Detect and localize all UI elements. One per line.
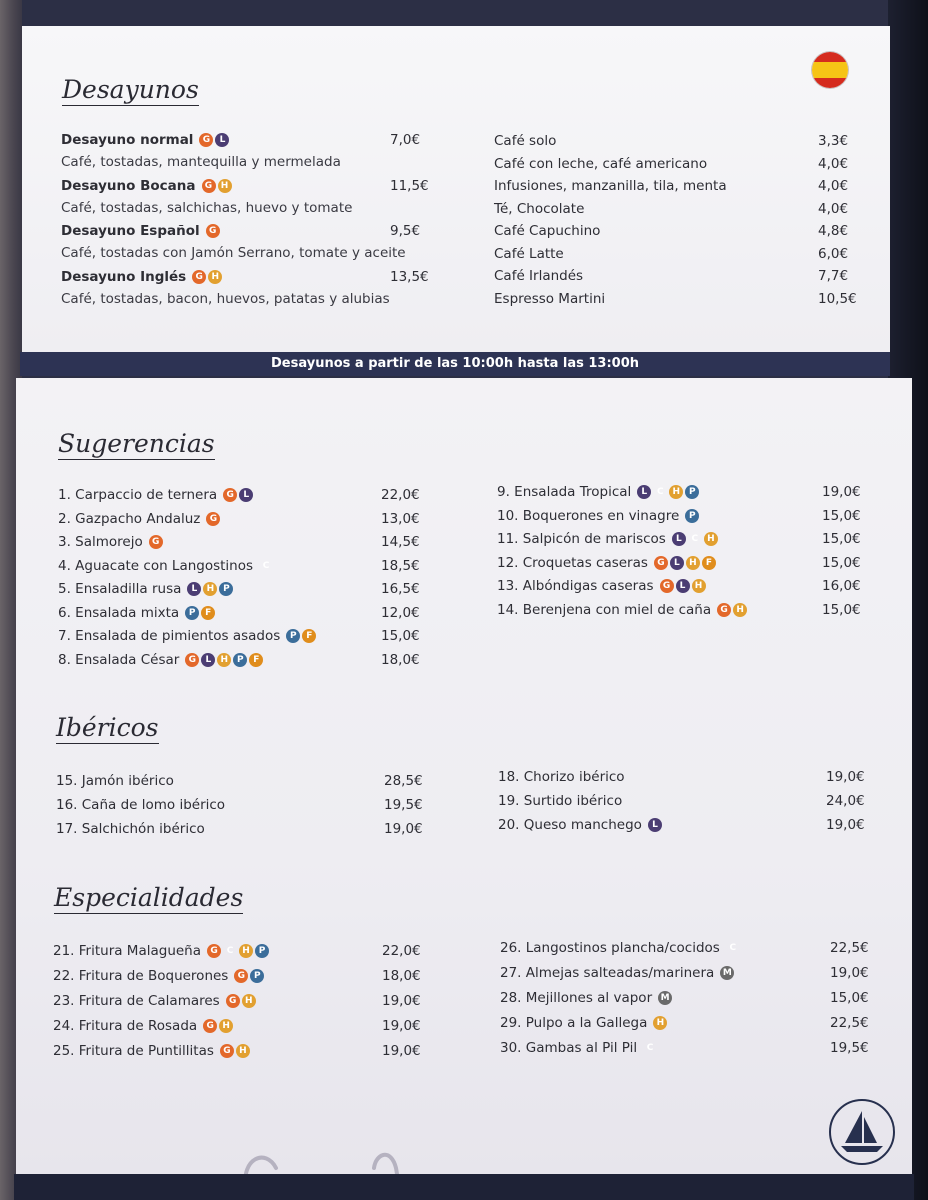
menu-item-name [58,579,235,599]
menu-item [56,819,434,839]
gluten-allergen-icon: G [199,133,213,147]
menu-item-name [53,1041,252,1061]
menu-item [494,131,868,151]
menu-item [500,938,880,958]
allergen-icons [720,963,736,983]
menu-item [494,289,868,309]
menu-item-label: 8. Ensalada César [58,651,180,668]
menu-item-name [497,600,749,620]
milk-allergen-icon: L [187,582,201,596]
egg-allergen-icon: H [239,944,253,958]
menu-item [61,176,440,196]
menu-item [494,244,868,264]
menu-item [58,485,431,505]
menu-item [58,579,431,599]
menu-item-price: 9,5€ [390,223,421,239]
allergen-icons [185,603,217,623]
menu-item-label: Desayuno Bocana [61,177,196,194]
egg-allergen-icon: H [704,532,718,546]
allergen-icons [223,485,255,505]
milk-allergen-icon: L [670,556,684,570]
egg-allergen-icon: H [236,1044,250,1058]
menu-item [58,603,431,623]
menu-item-label: Café Irlandés [494,268,584,284]
fish-allergen-icon: P [185,606,199,620]
menu-item-label: 20. Queso manchego [498,817,642,833]
gluten-allergen-icon: G [206,512,220,526]
menu-item-label: 4. Aguacate con Langostinos [58,557,254,574]
allergen-icons [206,509,222,529]
menu-item [494,154,868,174]
menu-item [58,626,431,646]
menu-item-price: 19,0€ [382,993,421,1009]
crustacean-allergen-icon: C [646,1043,654,1053]
menu-item-label: 11. Salpicón de mariscos [497,531,666,547]
menu-item-name [53,1016,235,1036]
menu-item-description: Café, tostadas, mantequilla y mermelada [61,154,341,170]
menu-item [498,767,876,787]
menu-item [61,267,440,287]
crustacean-allergen-icon: C [262,560,270,571]
menu-item-label: 9. Ensalada Tropical [497,484,632,500]
menu-item [58,532,431,552]
menu-item-name [500,1038,659,1058]
menu-item-name [58,626,318,646]
allergen-icons [202,176,234,196]
menu-item-name [58,556,275,576]
menu-item-name [494,221,600,241]
egg-allergen-icon: H [208,270,222,284]
menu-item-label: 5. Ensaladilla rusa [58,581,182,597]
menu-item-label: 24. Fritura de Rosada [53,1018,198,1034]
fish-allergen-icon: P [685,485,699,499]
section-title-especialidades: Especialidades [54,883,244,912]
menu-item-name [497,576,708,596]
allergen-icons [149,532,165,552]
menu-item-price: 4,0€ [818,178,849,194]
menu-item-price: 15,0€ [822,554,861,571]
menu-item-price: 19,0€ [826,769,865,785]
menu-item-price: 15,0€ [830,990,869,1006]
menu-item-name [56,795,225,815]
menu-item-price: 4,8€ [818,223,849,239]
egg-allergen-icon: H [242,994,256,1008]
mollusc-allergen-icon: M [720,966,734,980]
menu-item-price: 7,0€ [390,132,421,148]
menu-item-label: 16. Caña de lomo ibérico [56,797,226,813]
menu-item [494,221,868,241]
menu-item [497,553,872,573]
menu-item [500,1038,880,1058]
menu-item-price: 15,0€ [381,628,420,644]
egg-allergen-icon: H [653,1016,667,1030]
egg-allergen-icon: H [203,582,217,596]
menu-item-price: 18,5€ [381,557,420,574]
menu-item [53,991,432,1011]
menu-item-name [497,506,701,526]
milk-allergen-icon: L [648,818,662,832]
menu-item-name [56,819,205,839]
menu-item [58,509,431,529]
allergen-icons [185,650,265,670]
gluten-allergen-icon: G [226,994,240,1008]
menu-item-price: 22,5€ [830,940,869,956]
menu-item-price: 11,5€ [390,177,429,194]
menu-item-price: 19,5€ [830,1040,869,1056]
menu-item-price: 19,0€ [822,484,861,500]
menu-item-label: 18. Chorizo ibérico [498,769,625,785]
menu-item [61,221,440,241]
menu-item [497,482,872,502]
section-title-ibericos: Ibéricos [56,713,159,742]
menu-item-label: Café Latte [494,245,564,262]
crustacean-allergen-icon: C [656,487,664,497]
menu-item-name [497,482,701,502]
milk-allergen-icon: L [672,532,686,546]
menu-item-price: 22,5€ [830,1015,869,1031]
menu-item-label: 6. Ensalada mixta [58,604,180,621]
menu-item-name [500,1013,669,1033]
section-title-desayunos: Desayunos [62,75,199,104]
menu-item-price: 6,0€ [818,245,849,262]
milk-allergen-icon: L [215,133,229,147]
menu-item-price: 15,0€ [822,507,861,524]
milk-allergen-icon: L [239,488,253,502]
menu-item-label: 29. Pulpo a la Gallega [500,1015,648,1031]
nuts-allergen-icon: F [249,653,263,667]
allergen-icons [643,1038,659,1058]
menu-item-name [53,991,258,1011]
menu-item-label: Desayuno Inglés [61,268,187,285]
allergen-icons [206,221,222,241]
menu-item-name [494,154,707,174]
gluten-allergen-icon: G [203,1019,217,1033]
menu-item-name [58,603,217,623]
menu-item-name [500,938,742,958]
menu-item-price: 4,0€ [818,200,849,217]
allergen-icons [637,482,701,502]
menu-item-name [494,131,556,151]
section-title-sugerencias: Sugerencias [58,429,215,458]
menu-item-price: 13,5€ [390,268,429,285]
menu-item-name [58,650,265,670]
menu-item-price: 15,0€ [822,601,861,618]
allergen-icons [654,553,718,573]
menu-item-name [497,529,720,549]
menu-item-label: 27. Almejas salteadas/marinera [500,965,715,981]
menu-item [53,1041,432,1061]
menu-item [494,266,868,286]
menu-item-price: 7,7€ [818,268,849,284]
menu-item-price: 28,5€ [384,773,423,789]
gluten-allergen-icon: G [202,179,216,193]
menu-item-label: Desayuno normal [61,132,194,148]
gluten-allergen-icon: G [234,969,248,983]
menu-item-description: Café, tostadas, salchichas, huevo y tomate [61,199,353,216]
menu-item-name [61,130,231,150]
menu-item [500,1013,880,1033]
mollusc-allergen-icon: M [658,991,672,1005]
allergen-icons [220,1041,252,1061]
egg-allergen-icon: H [733,603,747,617]
menu-item-name [58,485,255,505]
menu-item-label: 21. Fritura Malagueña [53,943,202,959]
menu-item-label: Espresso Martini [494,290,606,307]
menu-item-label: Infusiones, manzanilla, tila, menta [494,178,727,194]
menu-item-label: 7. Ensalada de pimientos asados [58,628,281,644]
menu-item [500,988,880,1008]
menu-item-price: 12,0€ [381,604,420,621]
menu-item-name [53,966,266,986]
menu-item-label: 13. Albóndigas caseras [497,578,654,594]
menu-item [494,199,868,219]
egg-allergen-icon: H [217,653,231,667]
menu-item-price: 24,0€ [826,793,865,809]
allergen-icons [660,576,708,596]
menu-item-label: 26. Langostinos plancha/cocidos [500,940,720,956]
menu-item-name [498,791,622,811]
fish-allergen-icon: P [219,582,233,596]
nuts-allergen-icon: F [702,556,716,570]
menu-item-price: 16,0€ [822,578,861,594]
menu-item-name [494,266,583,286]
crustacean-allergen-icon: C [691,534,699,544]
egg-allergen-icon: H [219,1019,233,1033]
menu-item-price: 3,3€ [818,133,849,149]
menu-item [61,130,440,150]
fish-allergen-icon: P [250,969,264,983]
menu-item-label: 3. Salmorejo [58,534,143,550]
allergen-icons [259,556,275,576]
menu-item [498,791,876,811]
crustacean-allergen-icon: C [226,946,234,956]
menu-item [497,576,872,596]
menu-frame-bottom [14,1174,914,1200]
egg-allergen-icon: H [669,485,683,499]
gluten-allergen-icon: G [220,1044,234,1058]
menu-item-label: 22. Fritura de Boquerones [53,968,229,984]
menu-item-label: 15. Jamón ibérico [56,773,174,789]
crustacean-allergen-icon: C [729,943,737,953]
menu-item-label: Café solo [494,133,557,149]
menu-item-price: 18,0€ [382,968,421,984]
menu-item-name [497,553,718,573]
allergen-icons [717,600,749,620]
menu-item-label: Té, Chocolate [494,200,585,217]
menu-item [56,771,434,791]
menu-item-name [61,267,224,287]
menu-item-name [61,176,234,196]
gluten-allergen-icon: G [206,224,220,238]
menu-item-price: 19,5€ [384,797,423,813]
gluten-allergen-icon: G [149,535,163,549]
menu-item [498,815,876,835]
egg-allergen-icon: H [218,179,232,193]
menu-item-label: 23. Fritura de Calamares [53,993,220,1009]
menu-item [494,176,868,196]
fish-allergen-icon: P [255,944,269,958]
menu-item-name [494,244,564,264]
menu-item-price: 19,0€ [384,821,423,837]
menu-item [56,795,434,815]
menu-item-description: Café, tostadas con Jamón Serrano, tomate y aceite [61,245,406,261]
spain-flag-icon[interactable] [812,52,848,88]
menu-item-label: 17. Salchichón ibérico [56,821,205,837]
allergen-icons [726,938,742,958]
menu-item-price: 19,0€ [382,1018,421,1034]
menu-item [500,963,880,983]
nuts-allergen-icon: F [302,629,316,643]
menu-item [58,556,431,576]
allergen-icons [286,626,318,646]
gluten-allergen-icon: G [223,488,237,502]
menu-item-price: 22,0€ [381,487,420,503]
menu-item-name [58,532,165,552]
allergen-icons [192,267,224,287]
menu-item-label: 10. Boquerones en vinagre [497,507,680,524]
gluten-allergen-icon: G [660,579,674,593]
menu-item-price: 4,0€ [818,155,849,172]
milk-allergen-icon: L [676,579,690,593]
menu-item-name [494,289,605,309]
allergen-icons [672,529,720,549]
allergen-icons [199,130,231,150]
menu-item [497,600,872,620]
menu-item-label: 25. Fritura de Puntillitas [53,1043,214,1059]
breakfast-hours-banner: Desayunos a partir de las 10:00h hasta las 13:00h [20,352,890,376]
menu-item-label: 14. Berenjena con miel de caña [497,601,712,618]
menu-item-price: 19,0€ [382,1043,421,1059]
menu-item-name [494,199,584,219]
milk-allergen-icon: L [637,485,651,499]
allergen-icons [207,941,271,961]
menu-item-price: 19,0€ [830,965,869,981]
gluten-allergen-icon: G [185,653,199,667]
sailboat-logo-icon [829,1099,895,1165]
menu-item [53,1016,432,1036]
menu-item [53,941,432,961]
menu-item-price: 13,0€ [381,510,420,527]
menu-item-label: 2. Gazpacho Andaluz [58,510,201,527]
fish-allergen-icon: P [233,653,247,667]
allergen-icons [653,1013,669,1033]
menu-item [53,966,432,986]
menu-item-name [498,767,625,787]
egg-allergen-icon: H [686,556,700,570]
menu-item-description: Café, tostadas, bacon, huevos, patatas y alubias [61,290,390,307]
gluten-allergen-icon: G [717,603,731,617]
menu-item-price: 14,5€ [381,534,420,550]
menu-item [497,529,872,549]
menu-item-label: 1. Carpaccio de ternera [58,487,218,503]
allergen-icons [234,966,266,986]
menu-item-price: 16,5€ [381,581,420,597]
allergen-icons [226,991,258,1011]
fish-allergen-icon: P [685,509,699,523]
menu-item-price: 22,0€ [382,943,421,959]
gluten-allergen-icon: G [207,944,221,958]
menu-item-label: 30. Gambas al Pil Pil [500,1040,638,1056]
menu-item [497,506,872,526]
menu-item-name [500,963,736,983]
menu-item-label: 19. Surtido ibérico [498,793,623,809]
allergen-icons [658,988,674,1008]
menu-item-name [56,771,174,791]
octopus-illustration-icon [76,1128,556,1174]
gluten-allergen-icon: G [192,270,206,284]
allergen-icons [648,815,664,835]
menu-item-name [500,988,674,1008]
menu-item-name [58,509,222,529]
menu-item-label: Café Capuchino [494,223,601,239]
menu-item-price: 15,0€ [822,531,861,547]
milk-allergen-icon: L [201,653,215,667]
fish-allergen-icon: P [286,629,300,643]
gluten-allergen-icon: G [654,556,668,570]
menu-item [58,650,431,670]
menu-item-price: 19,0€ [826,817,865,833]
nuts-allergen-icon: F [201,606,215,620]
allergen-icons [187,579,235,599]
egg-allergen-icon: H [692,579,706,593]
menu-item-label: 28. Mejillones al vapor [500,990,653,1006]
allergen-icons [203,1016,235,1036]
menu-item-name [498,815,664,835]
allergen-icons [685,506,701,526]
menu-item-label: Desayuno Español [61,223,200,239]
menu-item-name [61,221,222,241]
menu-item-price: 18,0€ [381,651,420,668]
menu-item-price: 10,5€ [818,290,857,307]
menu-item-label: 12. Croquetas caseras [497,554,648,571]
menu-item-name [494,176,727,196]
menu-item-name [53,941,271,961]
menu-item-label: Café con leche, café americano [494,155,708,172]
